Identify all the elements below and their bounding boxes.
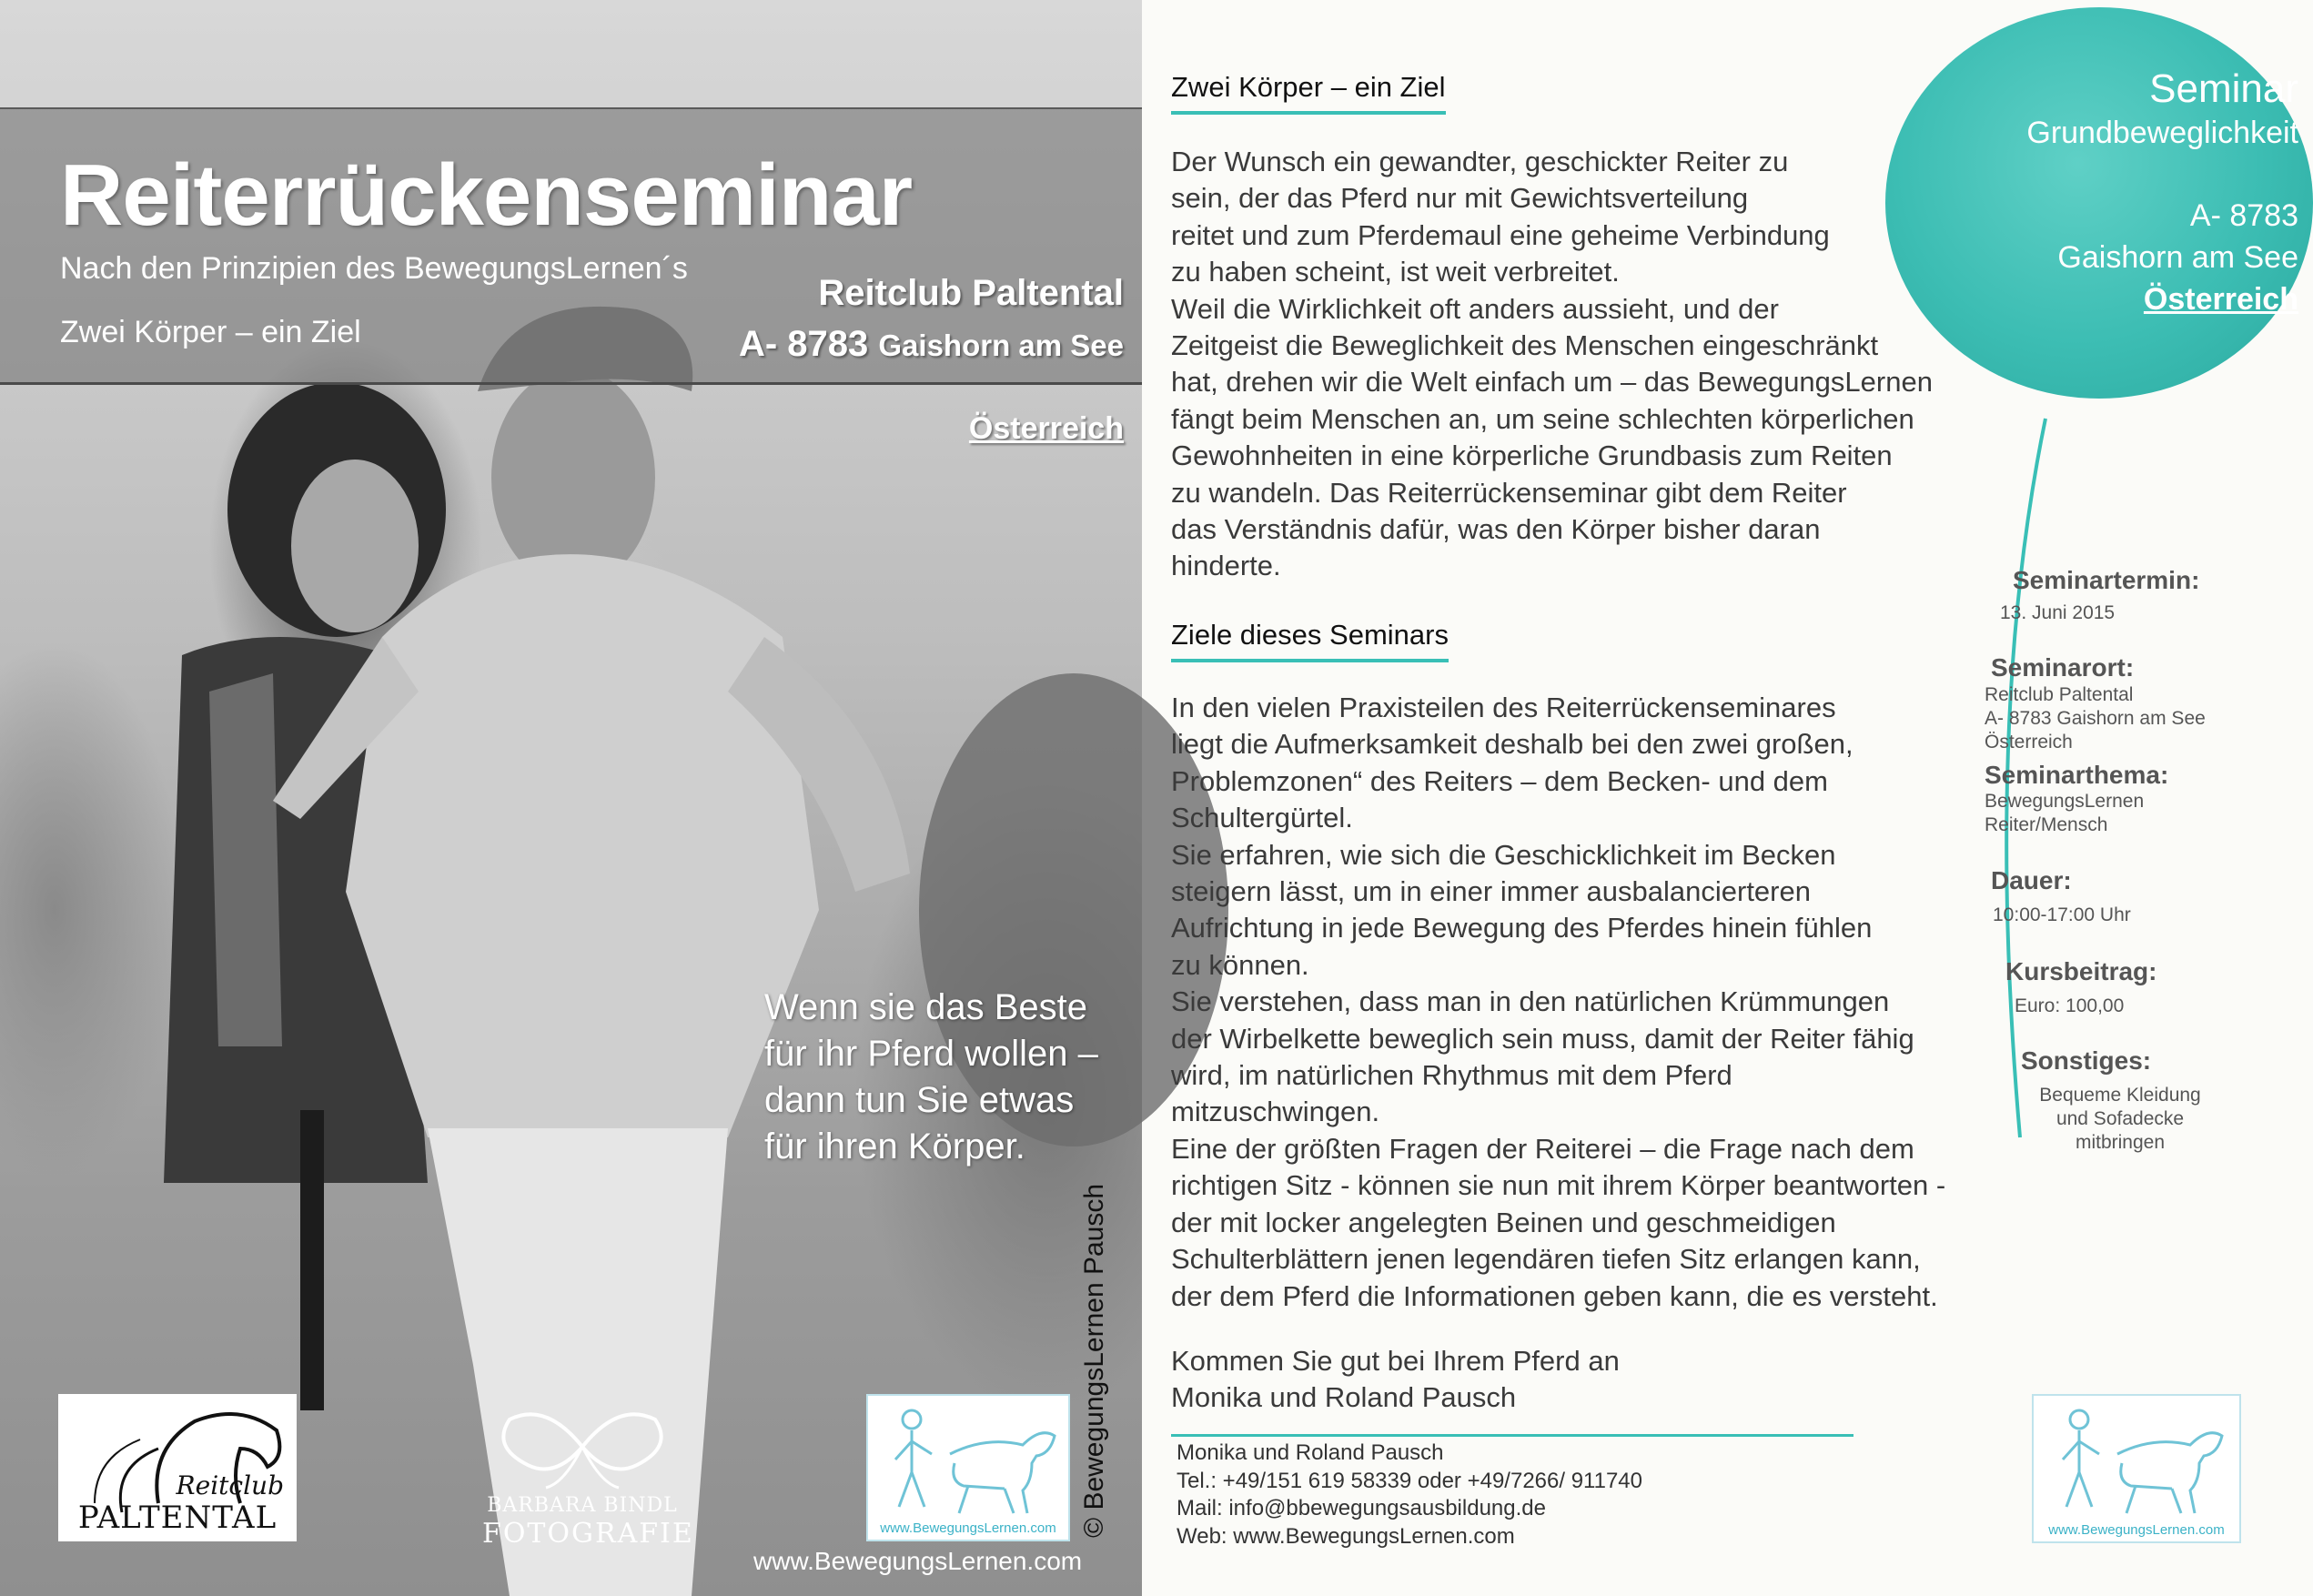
text-line: Eine der größten Fragen der Reiterei – die Frage nach dem [1171,1132,1914,1165]
info-line: BewegungsLernen [1985,791,2145,812]
text-line: hat, drehen wir die Welt einfach um – das BewegungsLernen [1171,366,1933,399]
info-misc-value [2002,1084,2238,1155]
info-misc-label: Sonstiges: [2021,1046,2152,1075]
info-topic-value [1985,790,2144,837]
text-line: zu haben scheint, ist weit verbreitet. [1171,256,1620,288]
text-line: Zeitgeist die Beweglichkeit des Menschen eingeschränkt [1171,329,1879,362]
text-line: Sie erfahren, wie sich die Geschicklichkeit im Becken [1171,838,1836,871]
photo-credit-wrap [1074,1183,1114,1538]
contact-phone[interactable]: Tel.: +49/151 619 58339 oder +49/7266/ 911740 [1177,1468,1643,1493]
text-line: In den vielen Praxisteilen des Reiterrückenseminares [1171,692,1836,723]
flyer-subtitle-principle: Nach den Prinzipien des BewegungsLernen´s [60,251,688,286]
quote-line: dann tun Sie etwas [764,1080,1075,1120]
info-date-label: Seminartermin: [2013,566,2200,594]
info-line: und Sofadecke [2055,1108,2185,1129]
contact-block [1177,1439,1642,1551]
flyer-website[interactable]: www.BewegungsLernen.com [753,1547,1083,1575]
text-line: Der Wunsch ein gewandter, geschickter Reiter zu [1171,146,1789,177]
bewegungslernen-logo-caption: www.BewegungsLernen.com [880,1520,1056,1536]
text-line: der Wirbelkette beweglich sein muss, damit der Reiter fähig [1171,1022,1914,1055]
text-line: Gewohnheiten in eine körperliche Grundbasis zum Reiten [1171,439,1893,472]
text-line: zu können. [1171,948,1309,981]
rider-horse-icon [868,1399,1068,1518]
text-line: der dem Pferd die Informationen geben kann, die es versteht. [1171,1279,1938,1312]
info-line: Reiter/Mensch [1985,814,2108,835]
venue-name: Reitclub Paltental [818,273,1124,313]
info-fee-value: Euro: 100,00 [2015,995,2125,1016]
text-line: Kommen Sie gut bei Ihrem Pferd an [1171,1345,1620,1377]
badge-zip: A- 8783 [2189,198,2298,233]
contact-web[interactable]: Web: www.BewegungsLernen.com [1177,1523,1515,1549]
venue-zip: A- 8783 [738,324,869,364]
contact-divider [1171,1434,1853,1437]
man-face-shape [491,369,655,587]
text-line: Schultergürtel. [1171,802,1353,834]
text-line: das Verständnis dafür, was den Körper bisher daran [1171,513,1821,546]
text-line: der mit locker angelegten Beinen und geschmeidigen [1171,1206,1836,1238]
goals-text [1171,690,1990,1315]
bewegungslernen-logo-caption: www.BewegungsLernen.com [2048,1522,2225,1538]
goals-heading: Ziele dieses Seminars [1171,619,1449,662]
info-line: Reitclub Paltental [1985,684,2134,705]
flyer-cover [0,0,1142,1596]
quote-line: für ihr Pferd wollen – [764,1034,1098,1074]
flyer-subtitle-motto: Zwei Körper – ein Ziel [60,315,361,349]
photographer-logo [482,1392,694,1550]
text-line: sein, der das Pferd nur mit Gewichtsverteilung [1171,182,1749,215]
text-line: mitzuschwingen. [1171,1096,1380,1128]
info-line: A- 8783 Gaishorn am See [1985,708,2206,729]
chair-leg-shape [300,1110,324,1410]
badge-subtitle: Grundbeweglichkeit [2026,116,2298,150]
info-place-value [1985,683,2206,754]
rider-horse-icon [2034,1399,2239,1520]
venue-address [739,324,1124,365]
info-line: Österreich [1985,732,2073,753]
info-date-value: 13. Juni 2015 [2000,602,2116,623]
info-line: Bequeme Kleidung [2039,1085,2201,1106]
text-line: wird, im natürlichen Rhythmus mit dem Pferd [1171,1059,1732,1092]
bewegungslernen-logo [2032,1394,2241,1543]
intro-heading: Zwei Körper – ein Ziel [1171,71,1446,115]
intro-text [1171,144,1990,585]
venue-town: Gaishorn am See [878,328,1124,362]
text-line: steigern lässt, um in einer immer ausbalancierteren [1171,875,1811,908]
quote-block [764,985,1128,1170]
badge-title: Seminar [2149,66,2298,111]
flyer-title: Reiterrückenseminar [60,146,913,244]
text-line: Schulterblättern jenen legendären tiefen Sitz erlangen kann, [1171,1243,1921,1276]
photographer-label: FOTOGRAFIE [482,1518,694,1550]
text-line: Monika und Roland Pausch [1171,1381,1517,1414]
contact-name: Monika und Roland Pausch [1177,1440,1444,1465]
text-line: reitet und zum Pferdemaul eine geheime Verbindung [1171,218,1830,251]
info-place-label: Seminarort: [1991,653,2135,682]
reitclub-logo [58,1394,297,1541]
text-line: fängt beim Menschen an, um seine schlechten körperlichen [1171,402,1914,435]
photographer-name: BARBARA BINDL [487,1494,678,1517]
woman-sleeve-shape [209,673,282,1046]
bewegungslernen-logo [866,1394,1070,1541]
badge-town: Gaishorn am See [2057,240,2298,275]
text-line: liegt die Aufmerksamkeit deshalb bei den zwei großen, [1171,728,1853,761]
info-line: mitbringen [2075,1132,2166,1153]
venue-country: Österreich [968,411,1124,446]
closing-text [1171,1343,1990,1417]
text-line: Aufrichtung in jede Bewegung des Pferdes hinein fühlen [1171,912,1873,944]
photo-credit: © BewegungsLernen Pausch [1079,1183,1109,1538]
text-line: richtigen Sitz - können sie nun mit ihrem Körper beantworten - [1171,1169,1946,1202]
quote-line: für ihren Körper. [764,1126,1025,1167]
text-line: Sie verstehen, dass man in den natürlichen Krümmungen [1171,985,1890,1018]
reitclub-logo-caps: PALTENTAL [77,1500,278,1536]
info-fee-label: Kursbeitrag: [2005,957,2157,985]
info-duration-label: Dauer: [1991,866,2072,894]
quote-line: Wenn sie das Beste [764,987,1088,1027]
reitclub-logo-script: Reitclub [176,1470,284,1500]
seminar-badge [1885,7,2313,399]
text-line: hinderte. [1171,550,1281,582]
badge-country: Österreich [2143,282,2298,317]
text-line: zu wandeln. Das Reiterrückenseminar gibt dem Reiter [1171,476,1847,509]
info-duration-value: 10:00-17:00 Uhr [1993,904,2131,925]
text-line: Weil die Wirklichkeit oft anders aussieht, und der [1171,292,1779,325]
seminar-badge-text [1916,66,2298,320]
contact-email[interactable]: Mail: info@bbewegungsausbildung.de [1177,1496,1546,1520]
man-shirt-shape [346,554,819,1137]
text-line: Problemzonen“ des Reiters – dem Becken- und dem [1171,764,1828,797]
woman-face-shape [291,460,419,632]
info-topic-label: Seminarthema: [1985,761,2169,789]
butterfly-icon [482,1392,682,1492]
